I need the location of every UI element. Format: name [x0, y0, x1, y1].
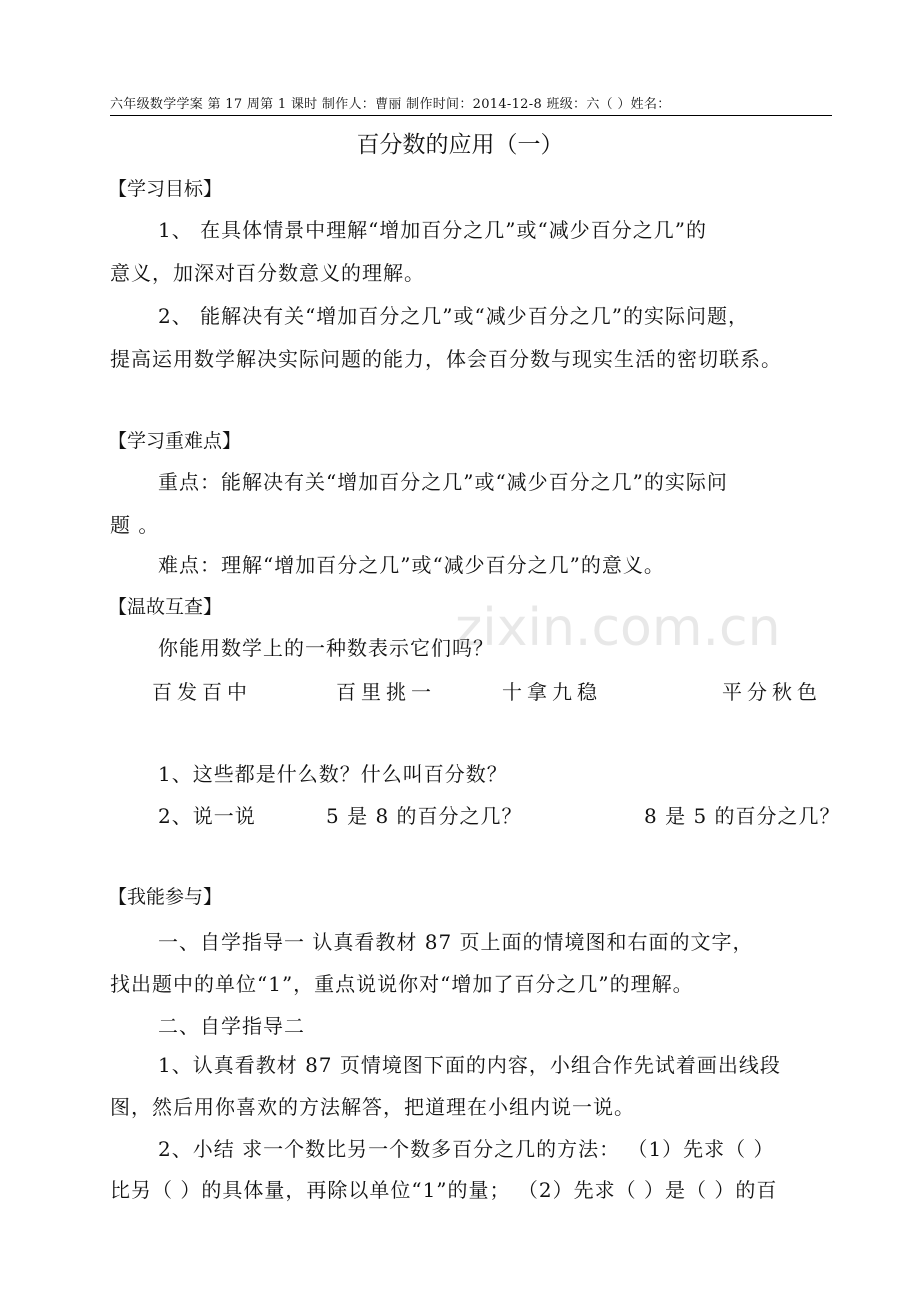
- guide-1-line-1: 一、自学指导一 认真看教材 87 页上面的情境图和右面的文字，: [158, 930, 754, 954]
- guide-1-line-2: 找出题中的单位“1”，重点说说你对“增加了百分之几”的理解。: [110, 972, 694, 996]
- section-heading-review: 【温故互查】: [108, 596, 223, 618]
- goal-1-line-1: 1、 在具体情景中理解“增加百分之几”或“减少百分之几”的: [158, 218, 707, 242]
- idiom: 百发百中: [152, 680, 252, 704]
- goal-1-line-2: 意义，加深对百分数意义的理解。: [110, 261, 425, 285]
- review-question-1: 1、这些都是什么数？什么叫百分数？: [158, 762, 508, 786]
- idiom: 百里挑一: [336, 680, 436, 704]
- header-line: 六年级数学学案 第 17 周第 1 课时 制作人：曹丽 制作时间：2014-12-8 班级：六（ ）姓名：: [110, 93, 832, 116]
- key-point-line-2: 题 。: [110, 513, 160, 537]
- section-heading-participate: 【我能参与】: [108, 886, 223, 908]
- guide-2-item-2-line-1: 2、小结 求一个数比另一个数多百分之几的方法： （1）先求（ ）: [158, 1137, 775, 1161]
- review-question-2-label: 2、说一说: [158, 804, 256, 828]
- review-question-2b: 8 是 5 的百分之几？: [644, 804, 841, 828]
- watermark: zixin.com.cn: [455, 598, 781, 658]
- difficult-point: 难点：理解“增加百分之几”或“减少百分之几”的意义。: [158, 553, 665, 577]
- guide-2-item-2-line-2: 比另（ ）的具体量，再除以单位“1”的量； （2）先求（ ）是（ ）的百: [110, 1178, 778, 1202]
- goal-2-line-1: 2、 能解决有关“增加百分之几”或“减少百分之几”的实际问题，: [158, 304, 749, 328]
- guide-2-title: 二、自学指导二: [158, 1014, 305, 1038]
- key-point-line-1: 重点：能解决有关“增加百分之几”或“减少百分之几”的实际问: [158, 470, 728, 494]
- review-question: 你能用数学上的一种数表示它们吗？: [158, 636, 494, 660]
- idiom-row: [0, 676, 920, 706]
- page-title: 百分数的应用（一）: [356, 132, 564, 158]
- guide-2-item-1-line-1: 1、认真看教材 87 页情境图下面的内容，小组合作先试着画出线段: [158, 1053, 781, 1077]
- section-heading-goals: 【学习目标】: [108, 178, 223, 200]
- idiom: 十拿九稳: [502, 680, 602, 704]
- section-heading-key-points: 【学习重难点】: [108, 430, 242, 452]
- review-question-2a: 5 是 8 的百分之几？: [326, 804, 523, 828]
- idiom: 平分秋色: [722, 680, 822, 704]
- guide-2-item-1-line-2: 图，然后用你喜欢的方法解答，把道理在小组内说一说。: [110, 1095, 635, 1119]
- goal-2-line-2: 提高运用数学解决实际问题的能力，体会百分数与现实生活的密切联系。: [110, 347, 782, 371]
